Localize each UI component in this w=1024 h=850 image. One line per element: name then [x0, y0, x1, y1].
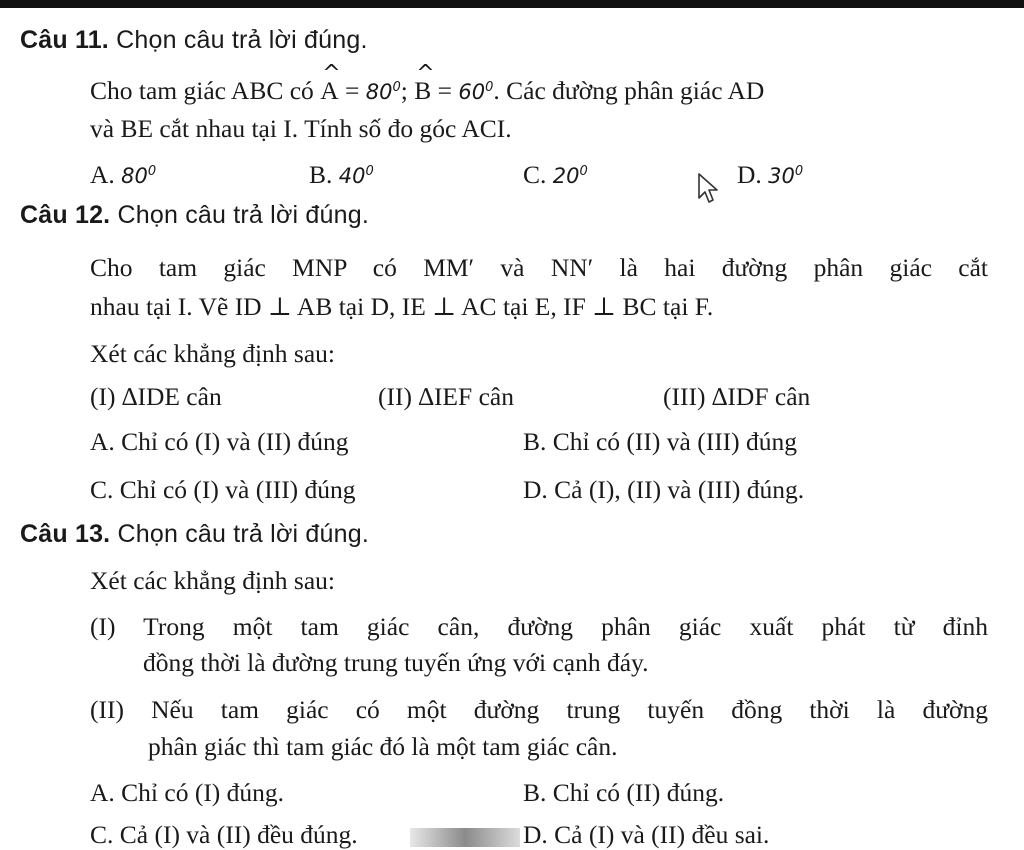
q11-header	[20, 26, 368, 55]
angle-a: ^ A	[320, 76, 338, 106]
video-overlay-bar	[410, 828, 520, 847]
q13-stem: Xét các khẳng định sau:	[90, 566, 336, 595]
q11-label: Câu 11.	[20, 26, 109, 54]
q12-statement-3: (III) ∆IDF cân	[663, 382, 811, 411]
q13-instruction: Chọn câu trả lời đúng.	[117, 520, 369, 548]
q12-statement-2: (II) ∆IEF cân	[378, 382, 514, 411]
q13-option-c[interactable]: C. Cả (I) và (II) đều đúng.	[90, 820, 358, 849]
q11-option-b[interactable]: B. $40^0$	[309, 160, 374, 189]
q12-option-a[interactable]: A. Chỉ có (I) và (II) đúng	[90, 427, 349, 456]
q12-label: Câu 12.	[20, 201, 111, 229]
q13-option-a[interactable]: A. Chỉ có (I) đúng.	[90, 778, 285, 807]
q13-statement-1-line2: đồng thời là đường trung tuyến ứng với cạnh đáy.	[143, 648, 649, 677]
q12-instruction: Chọn câu trả lời đúng.	[117, 201, 369, 229]
q13-statement-1-line1: (I) Trong một tam giác cân, đường phân giác xuất phát từ đỉnh	[90, 612, 988, 641]
q11-option-c[interactable]: C. $20^0$	[523, 160, 588, 189]
q12-option-b[interactable]: B. Chỉ có (II) và (III) đúng	[523, 427, 798, 456]
q12-statement-1: (I) ∆IDE cân	[90, 382, 222, 411]
q11-instruction: Chọn câu trả lời đúng.	[116, 26, 368, 54]
q12-header	[20, 201, 369, 230]
q11-stem-line2: và BE cắt nhau tại I. Tính số đo góc ACI.	[90, 114, 512, 143]
q11-option-a[interactable]: A. $80^0$	[90, 160, 157, 189]
q13-option-b[interactable]: B. Chỉ có (II) đúng.	[523, 778, 725, 807]
angle-a-value: $80^0$	[365, 80, 401, 104]
q12-stem-line2: nhau tại I. Vẽ ID ⊥ AB tại D, IE ⊥ AC tại E, IF ⊥ BC tại F.	[90, 292, 714, 321]
q12-stem-line1: Cho tam giác MNP có MM′ và NN′ là hai đường phân giác cắt	[90, 253, 988, 282]
q11-stem-line1: Cho tam giác ABC có ^ $A = 80^0$; ^ $B = 60^0$. Các đường phân giác AD	[90, 76, 764, 106]
q13-label: Câu 13.	[20, 520, 111, 548]
q13-statement-2-line1: (II) Nếu tam giác có một đường trung tuyến đồng thời là đường	[90, 695, 988, 724]
top-border	[0, 0, 1024, 8]
q13-header	[20, 520, 369, 549]
angle-b: ^ B	[414, 76, 431, 106]
q12-option-d[interactable]: D. Cả (I), (II) và (III) đúng.	[523, 475, 805, 504]
q12-option-c[interactable]: C. Chỉ có (I) và (III) đúng	[90, 475, 356, 504]
q12-stem-line3: Xét các khẳng định sau:	[90, 339, 336, 368]
angle-b-value: $60^0$	[458, 80, 494, 104]
q13-statement-2-line2: phân giác thì tam giác đó là một tam giác cân.	[148, 732, 618, 761]
mouse-cursor-icon	[697, 172, 725, 206]
q11-option-d[interactable]: D. $30^0$	[737, 160, 804, 189]
q13-option-d[interactable]: D. Cả (I) và (II) đều sai.	[523, 820, 770, 849]
